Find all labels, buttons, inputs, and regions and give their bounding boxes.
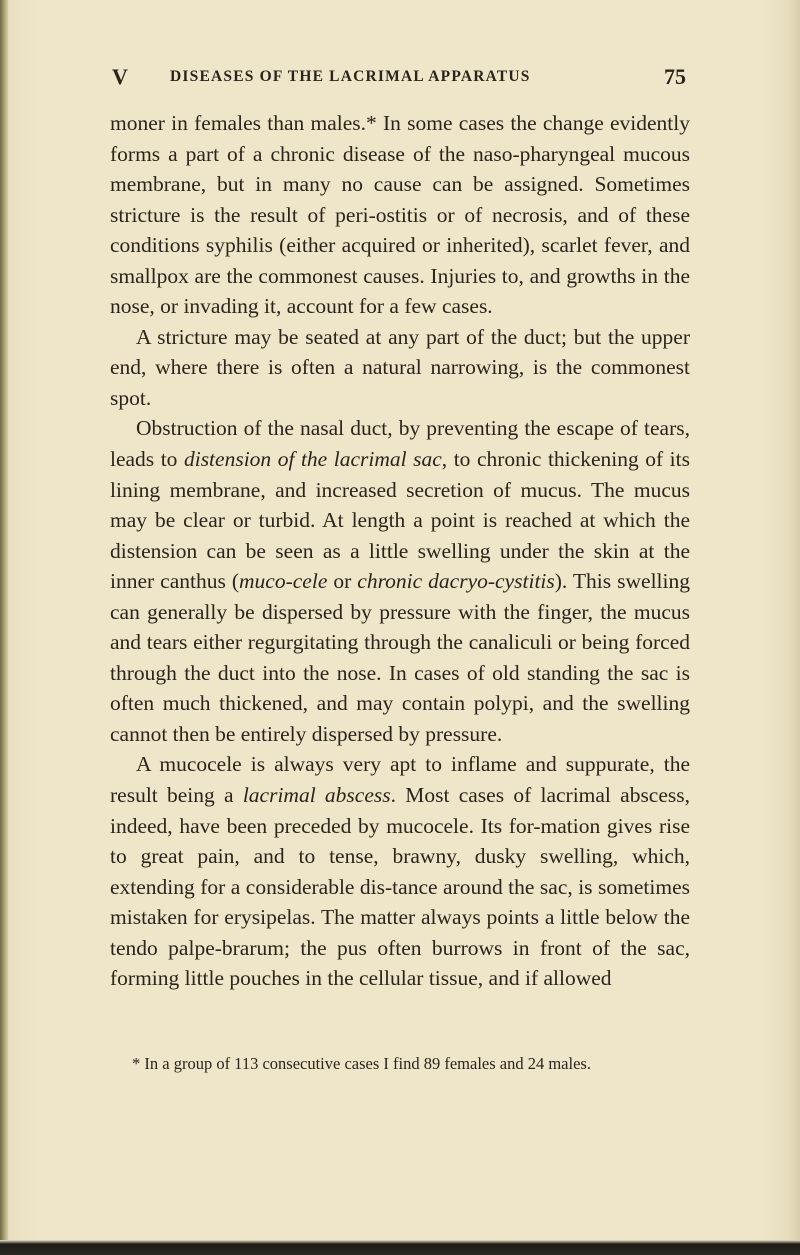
paragraph-3-text-g: ). This swelling can generally be dispersed by pressure with the finger, the mucus and tears either regurgitating through the canaliculi or being forced through the duct into the nose. In cases of old standing the sac is often much thickened, and may contain polypi, and the swelling cannot then be entirely dispersed by pressure.	[110, 569, 691, 746]
section-number: V	[112, 64, 130, 89]
page-bottom-edge	[0, 1240, 800, 1255]
term-distension-of-lacrimal-sac: distension of the lacrimal sac	[183, 447, 442, 472]
paragraph-3	[110, 413, 690, 749]
footnote: * In a group of 113 consecutive cases I find 89 females and 24 males.	[132, 1054, 591, 1073]
page-binding-edge	[0, 0, 8, 1255]
paragraph-4-text-a: A mucocele is always very apt to inflame and suppurate, the result being a	[110, 752, 690, 808]
page-number: 75	[664, 64, 686, 89]
running-header	[112, 64, 686, 94]
paragraph-2	[110, 322, 690, 414]
paragraph-2-text: A stricture may be seated at any part of the duct; but the upper end, where there is often a natural narrowing, is the commonest spot.	[110, 324, 690, 410]
running-title: DISEASES OF THE LACRIMAL APPARATUS	[170, 68, 531, 85]
paragraph-1	[110, 108, 690, 322]
term-lacrimal-abscess: lacrimal abscess	[242, 783, 391, 808]
term-chronic-dacryocystitis: chronic dacryo-cystitis	[357, 569, 555, 594]
term-mucocele: muco-cele	[239, 569, 328, 594]
paragraph-3-text-c: , to chronic thickening of its lining membrane, and increased secretion of mucus. The mucus may be clear or turbid. At length a point is reached at which the distension can be seen as a little swelling under the skin at the inner canthus (	[110, 447, 690, 594]
paragraph-3-text-e: or	[327, 569, 358, 594]
paragraph-4-text-c: . Most cases of lacrimal abscess, indeed, have been preceded by mucocele. Its for-mation gives rise to great pain, and to tense, brawny, dusky swelling, which, extending for a considerable dis-tance around the sac, is sometimes mistaken for erysipelas. The matter always points a little below the tendo palpe-brarum; the pus often burrows in front of the sac, forming little pouches in the cellular tissue, and if allowed	[110, 783, 691, 991]
paragraph-4	[110, 749, 690, 993]
paragraph-1-text: moner in females than males.* In some cases the change evidently forms a part of a chronic disease of the naso-pharyngeal mucous membrane, but in many no cause can be assigned. Sometimes stricture is the result of peri-ostitis or of necrosis, and of these conditions syphilis (either acquired or inherited), scarlet fever, and smallpox are the commonest causes. Injuries to, and growths in the nose, or invading it, account for a few cases.	[110, 111, 690, 319]
paragraph-3-text-a: Obstruction of the nasal duct, by preventing the escape of tears, leads to	[110, 416, 690, 472]
body-text	[110, 108, 690, 994]
